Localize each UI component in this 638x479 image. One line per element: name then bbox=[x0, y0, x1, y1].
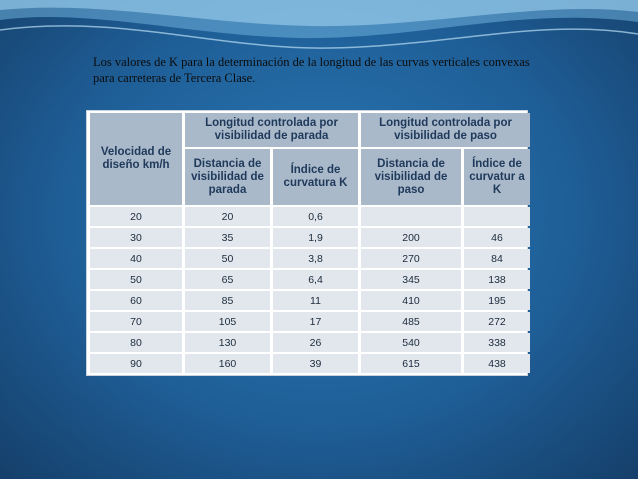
header-group-passing: Longitud controlada por visibilidad de paso bbox=[361, 113, 530, 147]
table-row bbox=[90, 270, 530, 289]
cell-pass-distance: 270 bbox=[361, 249, 461, 268]
cell-pass-distance: 485 bbox=[361, 312, 461, 331]
cell-stop-k: 17 bbox=[273, 312, 358, 331]
cell-speed: 20 bbox=[90, 207, 182, 226]
table-row bbox=[90, 249, 530, 268]
cell-stop-distance: 35 bbox=[185, 228, 270, 247]
cell-pass-distance: 345 bbox=[361, 270, 461, 289]
cell-speed: 40 bbox=[90, 249, 182, 268]
cell-pass-k: 195 bbox=[464, 291, 530, 310]
table-row bbox=[90, 312, 530, 331]
cell-speed: 60 bbox=[90, 291, 182, 310]
header-pass-k: Índice de curvatur a K bbox=[464, 149, 530, 205]
header-pass-distance: Distancia de visibilidad de paso bbox=[361, 149, 461, 205]
cell-stop-distance: 65 bbox=[185, 270, 270, 289]
cell-pass-k: 84 bbox=[464, 249, 530, 268]
cell-stop-distance: 20 bbox=[185, 207, 270, 226]
table-row bbox=[90, 207, 530, 226]
header-speed: Velocidad de diseño km/h bbox=[90, 113, 182, 205]
header-stop-distance: Distancia de visibilidad de parada bbox=[185, 149, 270, 205]
cell-stop-distance: 85 bbox=[185, 291, 270, 310]
cell-pass-k: 338 bbox=[464, 333, 530, 352]
cell-pass-distance: 615 bbox=[361, 354, 461, 373]
cell-stop-k: 26 bbox=[273, 333, 358, 352]
cell-pass-k: 272 bbox=[464, 312, 530, 331]
cell-pass-distance: 540 bbox=[361, 333, 461, 352]
cell-pass-k: 46 bbox=[464, 228, 530, 247]
cell-stop-k: 39 bbox=[273, 354, 358, 373]
cell-pass-k: 438 bbox=[464, 354, 530, 373]
cell-pass-distance: 200 bbox=[361, 228, 461, 247]
k-values-table bbox=[87, 111, 533, 375]
cell-speed: 30 bbox=[90, 228, 182, 247]
cell-stop-k: 3,8 bbox=[273, 249, 358, 268]
cell-speed: 80 bbox=[90, 333, 182, 352]
cell-stop-k: 11 bbox=[273, 291, 358, 310]
cell-pass-distance bbox=[361, 207, 461, 226]
table-row bbox=[90, 354, 530, 373]
cell-pass-k: 138 bbox=[464, 270, 530, 289]
cell-stop-k: 0,6 bbox=[273, 207, 358, 226]
table-row bbox=[90, 291, 530, 310]
cell-stop-distance: 50 bbox=[185, 249, 270, 268]
cell-pass-k bbox=[464, 207, 530, 226]
cell-speed: 50 bbox=[90, 270, 182, 289]
cell-stop-k: 1,9 bbox=[273, 228, 358, 247]
cell-stop-distance: 105 bbox=[185, 312, 270, 331]
cell-speed: 70 bbox=[90, 312, 182, 331]
cell-pass-distance: 410 bbox=[361, 291, 461, 310]
slide-caption: Los valores de K para la determinación de la longitud de las curvas verticales convexas para carreteras de Tercera Clase. bbox=[93, 55, 530, 85]
k-values-table-container bbox=[86, 110, 528, 376]
table-body bbox=[90, 207, 530, 373]
table-row bbox=[90, 333, 530, 352]
cell-speed: 90 bbox=[90, 354, 182, 373]
cell-stop-k: 6,4 bbox=[273, 270, 358, 289]
header-stop-k: Índice de curvatura K bbox=[273, 149, 358, 205]
header-group-stopping: Longitud controlada por visibilidad de parada bbox=[185, 113, 358, 147]
cell-stop-distance: 160 bbox=[185, 354, 270, 373]
cell-stop-distance: 130 bbox=[185, 333, 270, 352]
table-row bbox=[90, 228, 530, 247]
